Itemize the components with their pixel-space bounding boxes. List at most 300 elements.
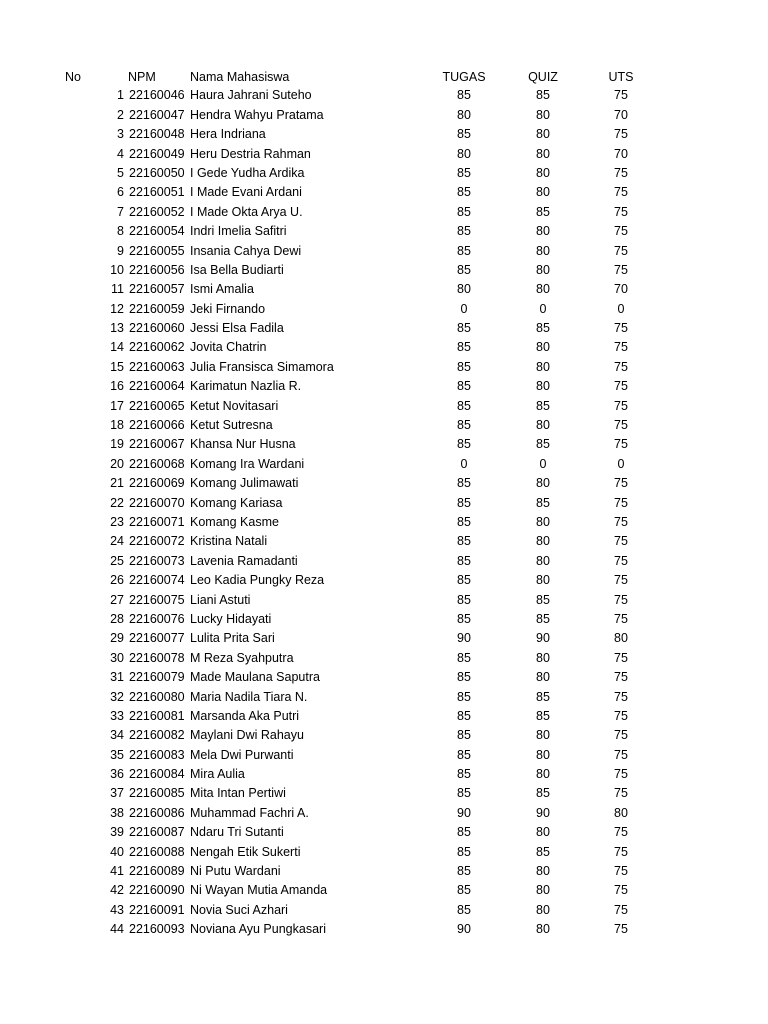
table-row: [0, 591, 768, 610]
table-row: [0, 300, 768, 319]
table-row: [0, 901, 768, 920]
cell-tugas: 85: [457, 883, 471, 898]
table-row: [0, 164, 768, 183]
cell-tugas: 85: [457, 650, 471, 665]
cell-quiz: 80: [536, 883, 550, 898]
table-header-row: [0, 67, 768, 86]
cell-student-name: I Gede Yudha Ardika: [190, 165, 305, 180]
cell-uts: 80: [614, 805, 628, 820]
cell-student-name: Lulita Prita Sari: [190, 631, 275, 646]
cell-quiz: 85: [536, 708, 550, 723]
table-row: [0, 552, 768, 571]
cell-quiz: 85: [536, 398, 550, 413]
cell-tugas: 85: [457, 398, 471, 413]
cell-quiz: 80: [536, 127, 550, 142]
cell-quiz: 80: [536, 146, 550, 161]
cell-student-name: Ni Putu Wardani: [190, 864, 281, 879]
header-quiz: QUIZ: [528, 70, 558, 84]
cell-tugas: 85: [457, 127, 471, 142]
cell-uts: 75: [614, 185, 628, 200]
cell-no: 2: [117, 107, 124, 122]
cell-quiz: 80: [536, 670, 550, 685]
table-row: [0, 377, 768, 396]
cell-quiz: 80: [536, 728, 550, 743]
cell-uts: 75: [614, 728, 628, 743]
cell-tugas: 85: [457, 670, 471, 685]
cell-no: 39: [110, 825, 124, 840]
cell-student-name: Leo Kadia Pungky Reza: [190, 573, 325, 588]
cell-tugas: 85: [457, 321, 471, 336]
cell-student-name: Haura Jahrani Suteho: [190, 88, 312, 103]
cell-npm: 22160055: [129, 243, 185, 258]
cell-tugas: 85: [457, 185, 471, 200]
cell-tugas: 85: [457, 553, 471, 568]
cell-npm: 22160077: [129, 631, 185, 646]
cell-npm: 22160086: [129, 805, 185, 820]
cell-npm: 22160083: [129, 747, 185, 762]
cell-npm: 22160085: [129, 786, 185, 801]
cell-student-name: Made Maulana Saputra: [190, 670, 320, 685]
cell-student-name: Mita Intan Pertiwi: [190, 786, 286, 801]
cell-npm: 22160062: [129, 340, 185, 355]
cell-tugas: 85: [457, 165, 471, 180]
cell-no: 4: [117, 146, 124, 161]
cell-uts: 75: [614, 747, 628, 762]
cell-tugas: 85: [457, 262, 471, 277]
cell-tugas: 85: [457, 359, 471, 374]
cell-tugas: 80: [457, 107, 471, 122]
cell-uts: 75: [614, 379, 628, 394]
cell-tugas: 85: [457, 864, 471, 879]
header-npm: NPM: [128, 70, 156, 84]
cell-no: 3: [117, 127, 124, 142]
cell-quiz: 85: [536, 786, 550, 801]
cell-tugas: 85: [457, 844, 471, 859]
cell-quiz: 80: [536, 418, 550, 433]
cell-no: 19: [110, 437, 124, 452]
cell-tugas: 85: [457, 728, 471, 743]
cell-tugas: 85: [457, 495, 471, 510]
table-row: [0, 862, 768, 881]
table-row: [0, 203, 768, 222]
cell-tugas: 85: [457, 476, 471, 491]
cell-no: 8: [117, 224, 124, 239]
cell-uts: 75: [614, 88, 628, 103]
cell-student-name: I Made Okta Arya U.: [190, 204, 303, 219]
cell-npm: 22160050: [129, 165, 185, 180]
cell-uts: 75: [614, 476, 628, 491]
cell-quiz: 80: [536, 922, 550, 937]
cell-quiz: 85: [536, 437, 550, 452]
cell-quiz: 0: [539, 301, 547, 316]
cell-quiz: 80: [536, 165, 550, 180]
cell-student-name: M Reza Syahputra: [190, 650, 294, 665]
cell-student-name: Jeki Firnando: [190, 301, 266, 316]
cell-uts: 75: [614, 689, 628, 704]
cell-student-name: Mela Dwi Purwanti: [190, 747, 294, 762]
cell-quiz: 80: [536, 107, 550, 122]
cell-student-name: Mira Aulia: [190, 767, 245, 782]
header-tugas: TUGAS: [442, 70, 486, 84]
cell-npm: 22160052: [129, 204, 185, 219]
cell-tugas: 90: [457, 631, 471, 646]
cell-uts: 75: [614, 708, 628, 723]
cell-quiz: 0: [539, 456, 547, 471]
cell-no: 18: [110, 418, 124, 433]
cell-student-name: Khansa Nur Husna: [190, 437, 296, 452]
table-row: [0, 688, 768, 707]
cell-quiz: 80: [536, 243, 550, 258]
cell-tugas: 85: [457, 902, 471, 917]
table-row: [0, 881, 768, 900]
cell-student-name: Kristina Natali: [190, 534, 268, 549]
cell-uts: 75: [614, 418, 628, 433]
cell-npm: 22160054: [129, 224, 185, 239]
cell-student-name: Jovita Chatrin: [190, 340, 267, 355]
cell-quiz: 85: [536, 495, 550, 510]
cell-tugas: 85: [457, 418, 471, 433]
cell-tugas: 85: [457, 747, 471, 762]
table-row: [0, 474, 768, 493]
table-row: [0, 145, 768, 164]
cell-no: 21: [110, 476, 124, 491]
cell-uts: 80: [614, 631, 628, 646]
cell-npm: 22160060: [129, 321, 185, 336]
cell-tugas: 85: [457, 611, 471, 626]
cell-no: 36: [110, 767, 124, 782]
cell-quiz: 80: [536, 747, 550, 762]
cell-npm: 22160084: [129, 767, 185, 782]
cell-npm: 22160047: [129, 107, 185, 122]
cell-uts: 75: [614, 883, 628, 898]
table-row: [0, 494, 768, 513]
cell-tugas: 85: [457, 573, 471, 588]
cell-uts: 75: [614, 767, 628, 782]
cell-tugas: 85: [457, 592, 471, 607]
cell-student-name: Komang Julimawati: [190, 476, 299, 491]
cell-no: 30: [110, 650, 124, 665]
cell-quiz: 85: [536, 611, 550, 626]
cell-npm: 22160082: [129, 728, 185, 743]
cell-uts: 75: [614, 224, 628, 239]
cell-npm: 22160093: [129, 922, 185, 937]
cell-student-name: Heru Destria Rahman: [190, 146, 311, 161]
cell-no: 14: [110, 340, 124, 355]
cell-uts: 75: [614, 553, 628, 568]
cell-student-name: Marsanda Aka Putri: [190, 708, 300, 723]
cell-uts: 75: [614, 165, 628, 180]
cell-uts: 75: [614, 650, 628, 665]
cell-npm: 22160072: [129, 534, 185, 549]
cell-npm: 22160074: [129, 573, 185, 588]
cell-tugas: 85: [457, 88, 471, 103]
cell-student-name: Ndaru Tri Sutanti: [190, 825, 284, 840]
cell-no: 33: [110, 708, 124, 723]
cell-uts: 75: [614, 514, 628, 529]
cell-quiz: 80: [536, 650, 550, 665]
table-row: [0, 746, 768, 765]
cell-quiz: 85: [536, 689, 550, 704]
cell-quiz: 80: [536, 573, 550, 588]
cell-no: 31: [110, 670, 124, 685]
cell-student-name: Ismi Amalia: [190, 282, 254, 297]
cell-no: 17: [110, 398, 124, 413]
table-row: [0, 784, 768, 803]
cell-student-name: Komang Kasme: [190, 514, 279, 529]
cell-npm: 22160071: [129, 514, 185, 529]
table-row: [0, 397, 768, 416]
cell-uts: 70: [614, 107, 628, 122]
cell-npm: 22160046: [129, 88, 185, 103]
table-row: [0, 629, 768, 648]
cell-student-name: Noviana Ayu Pungkasari: [190, 922, 326, 937]
cell-npm: 22160048: [129, 127, 185, 142]
cell-npm: 22160091: [129, 902, 185, 917]
header-name: Nama Mahasiswa: [190, 70, 290, 84]
table-row: [0, 571, 768, 590]
cell-quiz: 85: [536, 844, 550, 859]
cell-npm: 22160073: [129, 553, 185, 568]
cell-tugas: 0: [460, 456, 468, 471]
table-row: [0, 338, 768, 357]
cell-student-name: Muhammad Fachri A.: [190, 805, 309, 820]
cell-student-name: Komang Ira Wardani: [190, 456, 305, 471]
cell-no: 15: [110, 359, 124, 374]
cell-no: 44: [110, 922, 124, 937]
table-row: [0, 668, 768, 687]
cell-uts: 75: [614, 922, 628, 937]
table-row: [0, 823, 768, 842]
cell-student-name: Julia Fransisca Simamora: [190, 359, 334, 374]
cell-no: 38: [110, 805, 124, 820]
cell-student-name: Komang Kariasa: [190, 495, 283, 510]
cell-student-name: Indri Imelia Safitri: [190, 224, 287, 239]
table-row: [0, 358, 768, 377]
table-row: [0, 319, 768, 338]
cell-npm: 22160081: [129, 708, 185, 723]
cell-tugas: 85: [457, 437, 471, 452]
cell-tugas: 85: [457, 243, 471, 258]
cell-quiz: 85: [536, 321, 550, 336]
cell-student-name: Liani Astuti: [190, 592, 251, 607]
cell-uts: 75: [614, 204, 628, 219]
cell-npm: 22160087: [129, 825, 185, 840]
cell-no: 1: [117, 88, 124, 103]
cell-npm: 22160056: [129, 262, 185, 277]
cell-tugas: 80: [457, 282, 471, 297]
cell-npm: 22160079: [129, 670, 185, 685]
cell-no: 29: [110, 631, 124, 646]
cell-uts: 75: [614, 534, 628, 549]
table-row: [0, 765, 768, 784]
cell-uts: 75: [614, 321, 628, 336]
cell-student-name: Nengah Etik Sukerti: [190, 844, 301, 859]
cell-quiz: 80: [536, 553, 550, 568]
cell-quiz: 80: [536, 340, 550, 355]
cell-npm: 22160068: [129, 456, 185, 471]
cell-quiz: 80: [536, 379, 550, 394]
cell-no: 32: [110, 689, 124, 704]
cell-no: 42: [110, 883, 124, 898]
cell-npm: 22160065: [129, 398, 185, 413]
cell-tugas: 0: [460, 301, 468, 316]
cell-no: 27: [110, 592, 124, 607]
cell-no: 41: [110, 864, 124, 879]
cell-npm: 22160090: [129, 883, 185, 898]
cell-quiz: 85: [536, 204, 550, 219]
cell-tugas: 85: [457, 224, 471, 239]
cell-no: 40: [110, 844, 124, 859]
cell-student-name: Ni Wayan Mutia Amanda: [190, 883, 328, 898]
table-row: [0, 86, 768, 105]
table-row: [0, 920, 768, 939]
cell-no: 12: [110, 301, 124, 316]
cell-npm: 22160075: [129, 592, 185, 607]
cell-npm: 22160067: [129, 437, 185, 452]
cell-uts: 75: [614, 437, 628, 452]
cell-quiz: 80: [536, 185, 550, 200]
cell-student-name: Hera Indriana: [190, 127, 266, 142]
cell-npm: 22160051: [129, 185, 185, 200]
cell-no: 11: [111, 282, 124, 297]
cell-quiz: 80: [536, 902, 550, 917]
table-row: [0, 280, 768, 299]
cell-quiz: 85: [536, 88, 550, 103]
cell-uts: 0: [617, 456, 625, 471]
cell-uts: 75: [614, 127, 628, 142]
cell-quiz: 85: [536, 592, 550, 607]
cell-no: 10: [110, 262, 124, 277]
cell-uts: 75: [614, 611, 628, 626]
grade-table: [0, 67, 768, 940]
cell-no: 24: [110, 534, 124, 549]
cell-npm: 22160069: [129, 476, 185, 491]
table-row: [0, 261, 768, 280]
table-row: [0, 726, 768, 745]
cell-npm: 22160049: [129, 146, 185, 161]
cell-quiz: 80: [536, 825, 550, 840]
cell-student-name: Insania Cahya Dewi: [190, 243, 302, 258]
cell-uts: 75: [614, 262, 628, 277]
cell-uts: 75: [614, 825, 628, 840]
cell-quiz: 80: [536, 534, 550, 549]
cell-uts: 75: [614, 359, 628, 374]
table-row: [0, 222, 768, 241]
cell-tugas: 85: [457, 204, 471, 219]
table-row: [0, 242, 768, 261]
cell-no: 13: [110, 321, 124, 336]
header-uts: UTS: [608, 70, 634, 84]
cell-quiz: 90: [536, 805, 550, 820]
cell-student-name: Novia Suci Azhari: [190, 902, 288, 917]
cell-uts: 75: [614, 243, 628, 258]
cell-student-name: Lucky Hidayati: [190, 611, 272, 626]
cell-npm: 22160059: [129, 301, 185, 316]
cell-student-name: Ketut Sutresna: [190, 418, 273, 433]
cell-student-name: Ketut Novitasari: [190, 398, 279, 413]
cell-student-name: Lavenia Ramadanti: [190, 553, 298, 568]
cell-quiz: 80: [536, 767, 550, 782]
cell-no: 22: [110, 495, 124, 510]
cell-quiz: 80: [536, 514, 550, 529]
cell-student-name: Karimatun Nazlia R.: [190, 379, 302, 394]
cell-uts: 75: [614, 573, 628, 588]
table-row: [0, 707, 768, 726]
cell-no: 26: [110, 573, 124, 588]
table-row: [0, 183, 768, 202]
cell-npm: 22160076: [129, 611, 185, 626]
cell-tugas: 85: [457, 689, 471, 704]
cell-quiz: 90: [536, 631, 550, 646]
cell-quiz: 80: [536, 476, 550, 491]
cell-uts: 70: [614, 282, 628, 297]
table-row: [0, 416, 768, 435]
cell-npm: 22160057: [129, 282, 185, 297]
table-row: [0, 455, 768, 474]
cell-quiz: 80: [536, 282, 550, 297]
cell-npm: 22160066: [129, 418, 185, 433]
cell-no: 28: [110, 611, 124, 626]
cell-npm: 22160064: [129, 379, 185, 394]
cell-uts: 75: [614, 495, 628, 510]
cell-student-name: Jessi Elsa Fadila: [190, 321, 284, 336]
cell-tugas: 90: [457, 922, 471, 937]
cell-no: 5: [117, 165, 124, 180]
cell-uts: 75: [614, 592, 628, 607]
cell-uts: 75: [614, 864, 628, 879]
cell-tugas: 85: [457, 340, 471, 355]
cell-tugas: 85: [457, 825, 471, 840]
cell-no: 20: [110, 456, 124, 471]
table-row: [0, 106, 768, 125]
cell-npm: 22160089: [129, 864, 185, 879]
cell-no: 34: [110, 728, 124, 743]
table-row: [0, 804, 768, 823]
cell-no: 23: [110, 514, 124, 529]
cell-uts: 0: [617, 301, 625, 316]
cell-no: 25: [110, 553, 124, 568]
cell-quiz: 80: [536, 224, 550, 239]
table-row: [0, 843, 768, 862]
cell-student-name: Maria Nadila Tiara N.: [190, 689, 308, 704]
cell-quiz: 80: [536, 864, 550, 879]
cell-student-name: Hendra Wahyu Pratama: [190, 107, 324, 122]
cell-npm: 22160088: [129, 844, 185, 859]
table-row: [0, 649, 768, 668]
cell-tugas: 85: [457, 786, 471, 801]
cell-tugas: 85: [457, 534, 471, 549]
cell-no: 16: [110, 379, 124, 394]
cell-student-name: Maylani Dwi Rahayu: [190, 728, 304, 743]
cell-tugas: 80: [457, 146, 471, 161]
table-body: [0, 86, 768, 939]
table-row: [0, 610, 768, 629]
cell-tugas: 85: [457, 708, 471, 723]
cell-no: 7: [117, 204, 124, 219]
cell-no: 35: [110, 747, 124, 762]
cell-tugas: 85: [457, 514, 471, 529]
table-row: [0, 532, 768, 551]
cell-uts: 70: [614, 146, 628, 161]
cell-quiz: 80: [536, 359, 550, 374]
cell-no: 9: [117, 243, 124, 258]
table-row: [0, 125, 768, 144]
cell-uts: 75: [614, 340, 628, 355]
header-no: No: [65, 70, 81, 84]
cell-student-name: I Made Evani Ardani: [190, 185, 302, 200]
table-row: [0, 435, 768, 454]
cell-tugas: 85: [457, 379, 471, 394]
